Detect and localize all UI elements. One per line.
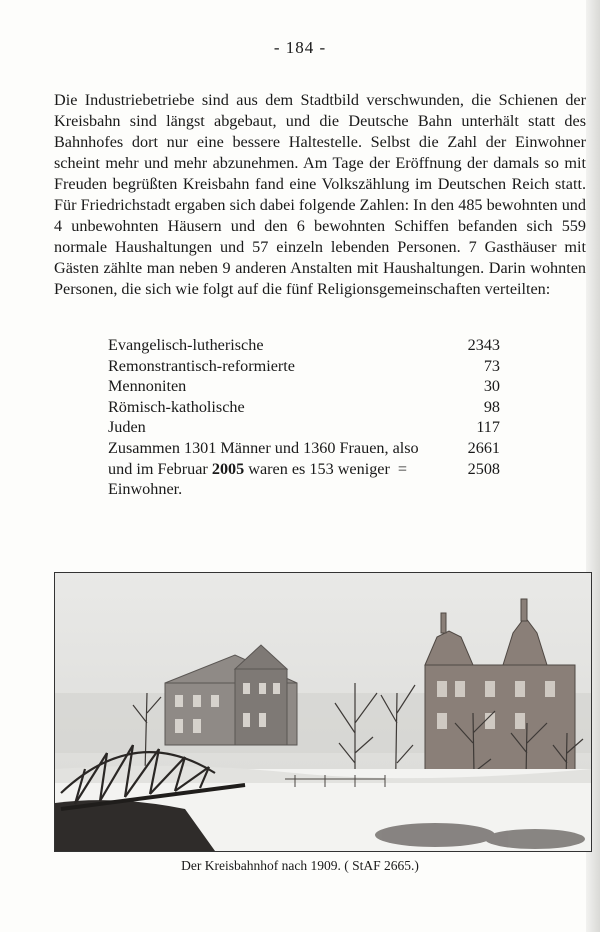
stat-february-value: 2508 [467, 459, 500, 478]
stat-february-label [108, 459, 407, 480]
stat-row [108, 335, 500, 356]
statistics-table [108, 335, 500, 500]
body-text [54, 90, 586, 300]
stat-value: 2343 [467, 336, 500, 354]
stat-row [108, 397, 500, 418]
stat-last-line: Einwohner. [108, 480, 183, 499]
stat-row [108, 376, 500, 397]
page-number: - 184 - [273, 38, 327, 57]
equals-sign: = [397, 459, 408, 478]
station-photo-illustration [55, 573, 591, 851]
stat-label: Juden [108, 418, 146, 437]
stat-total-row [108, 438, 500, 459]
stat-value: 30 [483, 377, 500, 396]
stat-value: 98 [483, 397, 500, 416]
photo-caption: Der Kreisbahnhof nach 1909. ( StAF 2665.) [181, 858, 419, 873]
february-year: 2005 [211, 459, 245, 478]
stat-label: Evangelisch-lutherische [108, 336, 264, 354]
stat-label: Mennoniten [108, 377, 187, 396]
stat-total-value: 2661 [467, 438, 500, 457]
stat-total-label: Zusammen 1301 Männer und 1360 Frauen, also [108, 438, 419, 457]
stat-label: Römisch-katholische [108, 397, 245, 416]
stat-february-row [108, 459, 500, 480]
stat-label: Remonstrantisch-reformierte [108, 356, 295, 375]
historic-photo [54, 572, 592, 852]
february-prefix: und im Februar [108, 459, 208, 478]
stat-value: 117 [476, 418, 500, 437]
stat-value: 73 [483, 356, 500, 375]
stat-row [108, 417, 500, 438]
stat-row [108, 356, 500, 377]
february-suffix: waren es 153 weniger [248, 459, 390, 478]
paragraph: Die Industriebetriebe sind aus dem Stadtbild verschwunden, die Schienen der Kreisbahn sind längst abgebaut, und die Deutsche Bahn unterhält statt des Bahnhofes dort nur eine bessere Haltestelle. Selbst die Zahl der Einwohner scheint mehr und mehr abzunehmen. Am Tage der Eröffnung der damals so mit Freuden begrüßten Kreisbahn fand eine Volkszählung im Deutschen Reich statt. Für Friedrichstadt ergaben sich dabei folgende Zahlen: In den 485 bewohnten und 4 unbewohnten Häusern und den 6 bewohnten Schiffen befanden sich 559 normale Haushaltungen und 57 einzeln lebenden Personen. 7 Gasthäuser mit Gästen zählte man neben 9 anderen Anstalten mit Haushaltungen. Darin wohnten Personen, die sich wie folgt auf die fünf Religionsgemeinschaften verteilten: [54, 91, 586, 298]
